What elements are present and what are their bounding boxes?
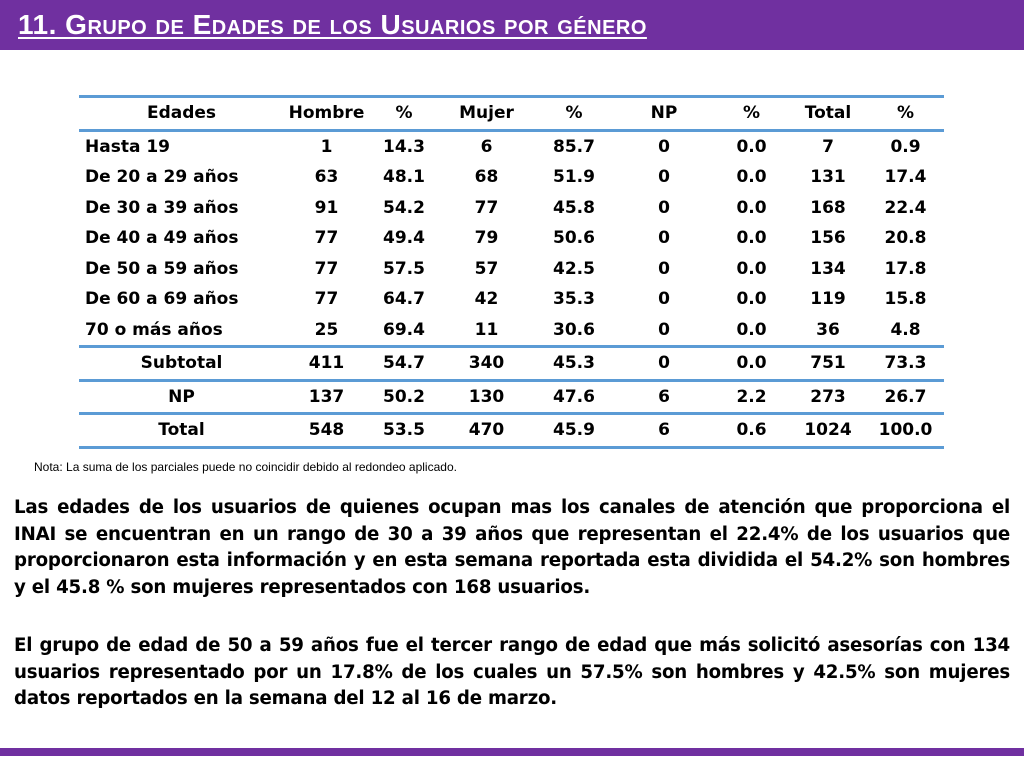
table-summary-row — [79, 380, 944, 414]
table-row — [79, 193, 944, 224]
table-cell: 1024 — [789, 414, 867, 448]
table-cell: 751 — [789, 347, 867, 381]
table-cell: 131 — [810, 167, 846, 188]
table-cell: 340 — [439, 347, 534, 381]
table-cell: 63 — [314, 167, 339, 188]
column-header: % — [534, 97, 614, 131]
table-cell: 470 — [439, 414, 534, 448]
table-cell: 77 — [314, 289, 339, 310]
column-header: Mujer — [439, 97, 534, 131]
table-cell: 0.0 — [736, 258, 767, 279]
table-cell: 47.6 — [534, 380, 614, 414]
row-label: De 40 a 49 años — [85, 228, 239, 249]
column-header: Edades — [79, 97, 284, 131]
table-cell: 0.6 — [714, 414, 789, 448]
table-cell: 0 — [658, 228, 670, 249]
table-cell: 77 — [314, 228, 339, 249]
table-cell: 11 — [474, 319, 499, 340]
table-row — [79, 130, 944, 162]
table-cell: 4.8 — [890, 319, 921, 340]
table-cell: 54.7 — [369, 347, 439, 381]
table-cell: 51.9 — [553, 167, 595, 188]
table-row — [79, 162, 944, 193]
table-cell: 0 — [658, 136, 670, 157]
table-cell: 26.7 — [867, 380, 944, 414]
table-cell: 0 — [614, 347, 714, 381]
table-cell: 6 — [614, 414, 714, 448]
row-label: De 20 a 29 años — [85, 167, 239, 188]
table-row — [79, 315, 944, 347]
age-gender-table — [79, 95, 944, 449]
table-cell: 57 — [474, 258, 499, 279]
table-row — [79, 254, 944, 285]
table-cell: 77 — [314, 258, 339, 279]
table-cell: 69.4 — [383, 319, 425, 340]
table-cell: 17.4 — [884, 167, 927, 188]
table-row — [79, 223, 944, 254]
row-label: 70 o más años — [85, 319, 223, 340]
age-gender-table-container — [79, 95, 944, 449]
table-cell: 25 — [314, 319, 339, 340]
table-cell: 130 — [439, 380, 534, 414]
table-cell: 1 — [320, 136, 333, 157]
table-cell: 45.9 — [534, 414, 614, 448]
table-row — [79, 284, 944, 315]
table-cell: 0 — [658, 319, 670, 340]
table-cell: 15.8 — [884, 289, 927, 310]
table-cell: 411 — [284, 347, 369, 381]
table-cell: 0.0 — [714, 347, 789, 381]
table-cell: 168 — [810, 197, 846, 218]
table-cell: 73.3 — [867, 347, 944, 381]
table-cell: 0.9 — [890, 136, 921, 157]
table-cell: 2.2 — [714, 380, 789, 414]
table-cell: 50.6 — [553, 228, 595, 249]
table-cell: 42 — [474, 289, 499, 310]
summary-paragraph-1: Las edades de los usuarios de quienes ocupan mas los canales de atención que proporciona el INAI se encuentran en un rango de 30 a 39 años que representan el 22.4% de los usuarios que proporcionaron esta información y en esta semana reportada esta dividida el 54.2% son hombres y el 45.8 % son mujeres representados con 168 usuarios. — [14, 497, 1010, 598]
column-header: NP — [614, 97, 714, 131]
row-label: De 60 a 69 años — [85, 289, 239, 310]
page-title: 11. Grupo de Edades de los Usuarios por género — [18, 9, 647, 40]
table-cell: 0.0 — [736, 228, 767, 249]
table-cell: 17.8 — [884, 258, 927, 279]
table-cell: 119 — [810, 289, 846, 310]
table-summary-row — [79, 347, 944, 381]
table-cell: 0 — [658, 289, 670, 310]
table-cell: 91 — [314, 197, 339, 218]
column-header: % — [369, 97, 439, 131]
table-cell: 48.1 — [383, 167, 425, 188]
row-label: De 50 a 59 años — [85, 258, 239, 279]
table-cell: 22.4 — [884, 197, 927, 218]
table-cell: 100.0 — [867, 414, 944, 448]
table-cell: 54.2 — [383, 197, 425, 218]
column-header: Total — [789, 97, 867, 131]
table-body — [79, 130, 944, 447]
table-cell: 273 — [789, 380, 867, 414]
table-cell: 35.3 — [553, 289, 595, 310]
table-cell: 20.8 — [884, 228, 927, 249]
title-bar — [0, 0, 1024, 50]
table-cell: 137 — [284, 380, 369, 414]
table-cell: 68 — [474, 167, 499, 188]
table-cell: 0 — [658, 197, 670, 218]
table-cell: 0.0 — [736, 136, 767, 157]
table-cell: 64.7 — [383, 289, 425, 310]
table-summary-row — [79, 414, 944, 448]
table-cell: 0.0 — [736, 289, 767, 310]
footer-bar — [0, 748, 1024, 756]
table-cell: 36 — [816, 319, 840, 340]
table-cell: 30.6 — [553, 319, 595, 340]
table-cell: 42.5 — [553, 258, 595, 279]
table-cell: 156 — [810, 228, 846, 249]
table-cell: 45.8 — [553, 197, 595, 218]
table-cell: 49.4 — [383, 228, 425, 249]
table-cell: 57.5 — [383, 258, 425, 279]
column-header: % — [867, 97, 944, 131]
summary-paragraph-2: El grupo de edad de 50 a 59 años fue el tercer rango de edad que más solicitó asesorías con 134 usuarios representado por un 17.8% de los cuales un 57.5% son hombres y 42.5% son mujeres datos reportados en la semana del 12 al 16 de marzo. — [14, 635, 1010, 709]
table-note: Nota: La suma de los parciales puede no coincidir debido al redondeo aplicado. — [34, 460, 457, 474]
table-cell: 0.0 — [736, 167, 767, 188]
table-cell: 0 — [658, 167, 670, 188]
table-cell: 6 — [480, 136, 493, 157]
table-cell: 50.2 — [369, 380, 439, 414]
table-cell: 0.0 — [736, 319, 767, 340]
row-label: De 30 a 39 años — [85, 197, 239, 218]
table-cell: 45.3 — [534, 347, 614, 381]
table-cell: 0.0 — [736, 197, 767, 218]
table-cell: 548 — [284, 414, 369, 448]
table-header-row — [79, 97, 944, 131]
column-header: % — [714, 97, 789, 131]
table-cell: 134 — [810, 258, 846, 279]
table-cell: 79 — [474, 228, 499, 249]
table-cell: 77 — [474, 197, 499, 218]
row-label: NP — [79, 380, 284, 414]
row-label: Subtotal — [79, 347, 284, 381]
table-cell: 53.5 — [369, 414, 439, 448]
column-header: Hombre — [284, 97, 369, 131]
row-label: Total — [79, 414, 284, 448]
table-cell: 14.3 — [383, 136, 425, 157]
table-cell: 6 — [614, 380, 714, 414]
row-label: Hasta 19 — [85, 136, 170, 157]
table-cell: 7 — [822, 136, 834, 157]
table-cell: 85.7 — [553, 136, 595, 157]
table-cell: 0 — [658, 258, 670, 279]
